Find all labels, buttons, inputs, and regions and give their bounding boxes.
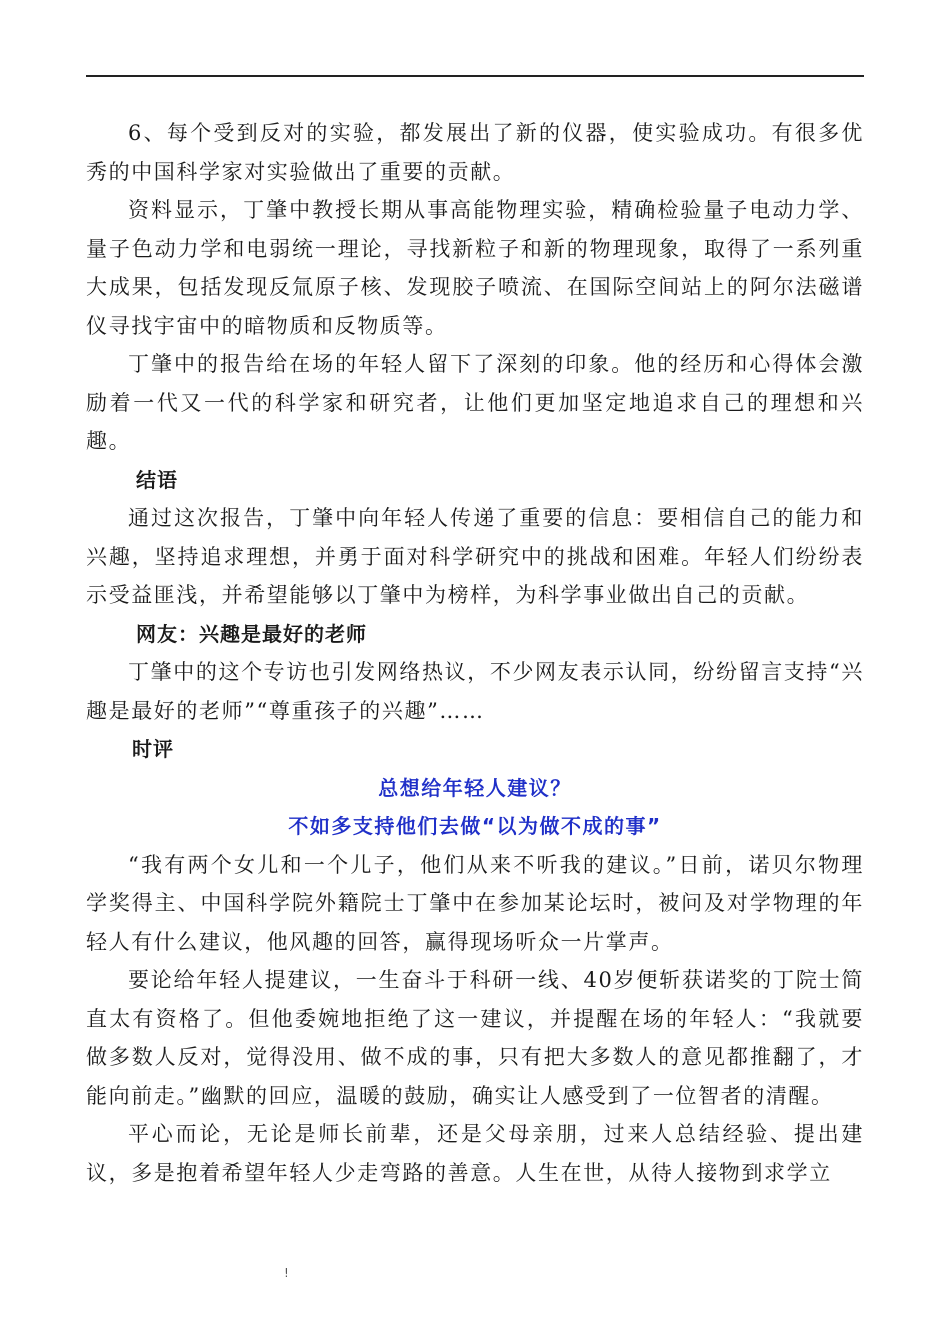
document-body bbox=[86, 114, 864, 1192]
paragraph-experiments: 6、每个受到反对的实验，都发展出了新的仪器，使实验成功。有很多优秀的中国科学家对实验做出了重要的贡献。 bbox=[86, 121, 864, 184]
header-rule bbox=[86, 75, 864, 77]
paragraph-conclusion: 通过这次报告，丁肇中向年轻人传递了重要的信息：要相信自己的能力和兴趣，坚持追求理想，并勇于面对科学研究中的挑战和困难。年轻人们纷纷表示受益匪浅，并希望能够以丁肇中为榜样，为科学事业做出自己的贡献。 bbox=[86, 506, 864, 607]
paragraph-netizens: 丁肇中的这个专访也引发网络热议，不少网友表示认同，纷纷留言支持“兴趣是最好的老师”“尊重孩子的兴趣”…… bbox=[86, 660, 864, 723]
commentary-title-line-1: 总想给年轻人建议？ bbox=[378, 775, 572, 800]
heading-commentary: 时评 bbox=[132, 737, 174, 761]
heading-conclusion: 结语 bbox=[136, 467, 178, 492]
paragraph-commentary-advice: 要论给年轻人提建议，一生奋斗于科研一线、40岁便斩获诺奖的丁院士简直太有资格了。但他委婉地拒绝了这一建议，并提醒在场的年轻人：“我就要做多数人反对，觉得没用、做不成的事，只有把大多数人的意见都推翻了，才能向前走。”幽默的回应，温暖的鼓励，确实让人感受到了一位智者的清醒。 bbox=[86, 968, 864, 1108]
paragraph-commentary-fairness: 平心而论，无论是师长前辈，还是父母亲朋，过来人总结经验、提出建议，多是抱着希望年轻人少走弯路的善意。人生在世，从待人接物到求学立 bbox=[86, 1122, 864, 1185]
paragraph-impression: 丁肇中的报告给在场的年轻人留下了深刻的印象。他的经历和心得体会激励着一代又一代的科学家和研究者，让他们更加坚定地追求自己的理想和兴趣。 bbox=[86, 352, 864, 453]
paragraph-commentary-quote: “我有两个女儿和一个儿子，他们从来不听我的建议。”日前，诺贝尔物理学奖得主、中国科学院外籍院士丁肇中在参加某论坛时，被问及对学物理的年轻人有什么建议，他风趣的回答，赢得现场听众一片掌声。 bbox=[86, 852, 864, 954]
heading-netizens: 网友：兴趣是最好的老师 bbox=[136, 621, 367, 646]
paragraph-achievements: 资料显示，丁肇中教授长期从事高能物理实验，精确检验量子电动力学、量子色动力学和电弱统一理论，寻找新粒子和新的物理现象，取得了一系列重大成果，包括发现反氚原子核、发现胶子喷流、在国际空间站上的阿尔法磁谱仪寻找宇宙中的暗物质和反物质等。 bbox=[86, 198, 864, 338]
commentary-title-line-2: 不如多支持他们去做“以为做不成的事” bbox=[288, 814, 662, 838]
stray-mark: ! bbox=[284, 1266, 289, 1280]
